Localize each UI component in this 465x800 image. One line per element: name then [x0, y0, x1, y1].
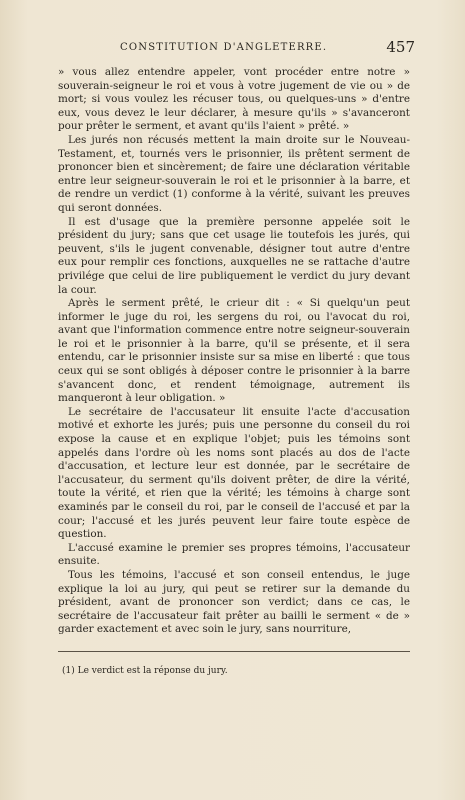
running-title: CONSTITUTION D'ANGLETERRE.: [120, 42, 328, 53]
paragraph-indictment: Le secrétaire de l'accusateur lit ensuite l'acte d'accusation motivé et exhorte les jurés; puis une personne du conseil du roi expose la cause et en explique l'objet; puis les témoins sont appelés dans l'ordre où les noms sont placés au dos de l'acte d'accusation, et lecture leur est donnée, par le secrétaire de l'accusateur, du serment qu'ils doivent prêter, de dire la vérité, toute la vérité, et rien que la vérité; les témoins à charge sont examinés par le conseil du roi, par le conseil de l'accusé et par la cour; l'accusé et les jurés peuvent leur faire toute espèce de question.: [58, 405, 410, 541]
paragraph-jury-president: Il est d'usage que la première personne appelée soit le président du jury; sans que cet usage lie toutefois les jurés, qui peuvent, s'ils le jugent convenable, désigner tout autre d'entre eux pour remplir ces fonctions, auxquelles ne se rattache d'autre privilége que celui de lire publiquement le verdict du jury devant la cour.: [58, 215, 410, 296]
paragraph-defense-witnesses: L'accusé examine le premier ses propres témoins, l'accusateur ensuite.: [58, 541, 410, 568]
footnote: (1) Le verdict est la réponse du jury.: [62, 666, 228, 676]
page-number: 457: [386, 38, 415, 56]
paragraph-judge-summary: Tous les témoins, l'accusé et son conseil entendus, le juge explique la loi au jury, qui peut se retirer sur la demande du président, avant de prononcer son verdict; dans ce cas, le secrétaire de l'accusateur fait prêter au bailli le serment « de » garder exactement et avec soin le jury, sans nourriture,: [58, 568, 410, 636]
body-text: [58, 66, 410, 637]
paragraph-juror-oath: Les jurés non récusés mettent la main droite sur le Nouveau-Testament, et, tournés vers le prisonnier, ils prêtent serment de prononcer bien et sincèrement; de faire une déclaration véritable entre leur seigneur-souverain le roi et le prisonnier à la barre, et de rendre un verdict (1) conforme à la vérité, suivant les preuves qui seront données.: [58, 133, 410, 214]
footnote-divider: [58, 651, 410, 652]
paragraph-crier: Après le serment prêté, le crieur dit : « Si quelqu'un peut informer le juge du roi, les sergens du roi, ou l'avocat du roi, avant que l'information commence entre notre seigneur-souverain le roi et le prisonnier à la barre, qu'il se présente, et il sera entendu, car le prisonnier insiste sur sa mise en liberté : que tous ceux qui se sont obligés à déposer contre le prisonnier à la barre s'avancent donc, et rendent témoignage, autrement ils manqueront à leur obligation. »: [58, 297, 410, 405]
page-header: [58, 38, 415, 56]
paragraph-oath-warning: » vous allez entendre appeler, vont procéder entre notre » souverain-seigneur le roi et vous à votre jugement de vie ou » de mort; si vous voulez les récuser tous, ou quelques-uns » d'entre eux, vous devez le leur déclarer, à mesure qu'ils » s'avanceront pour prêter le serment, et avant qu'ils l'aient » prêté. »: [58, 66, 410, 133]
